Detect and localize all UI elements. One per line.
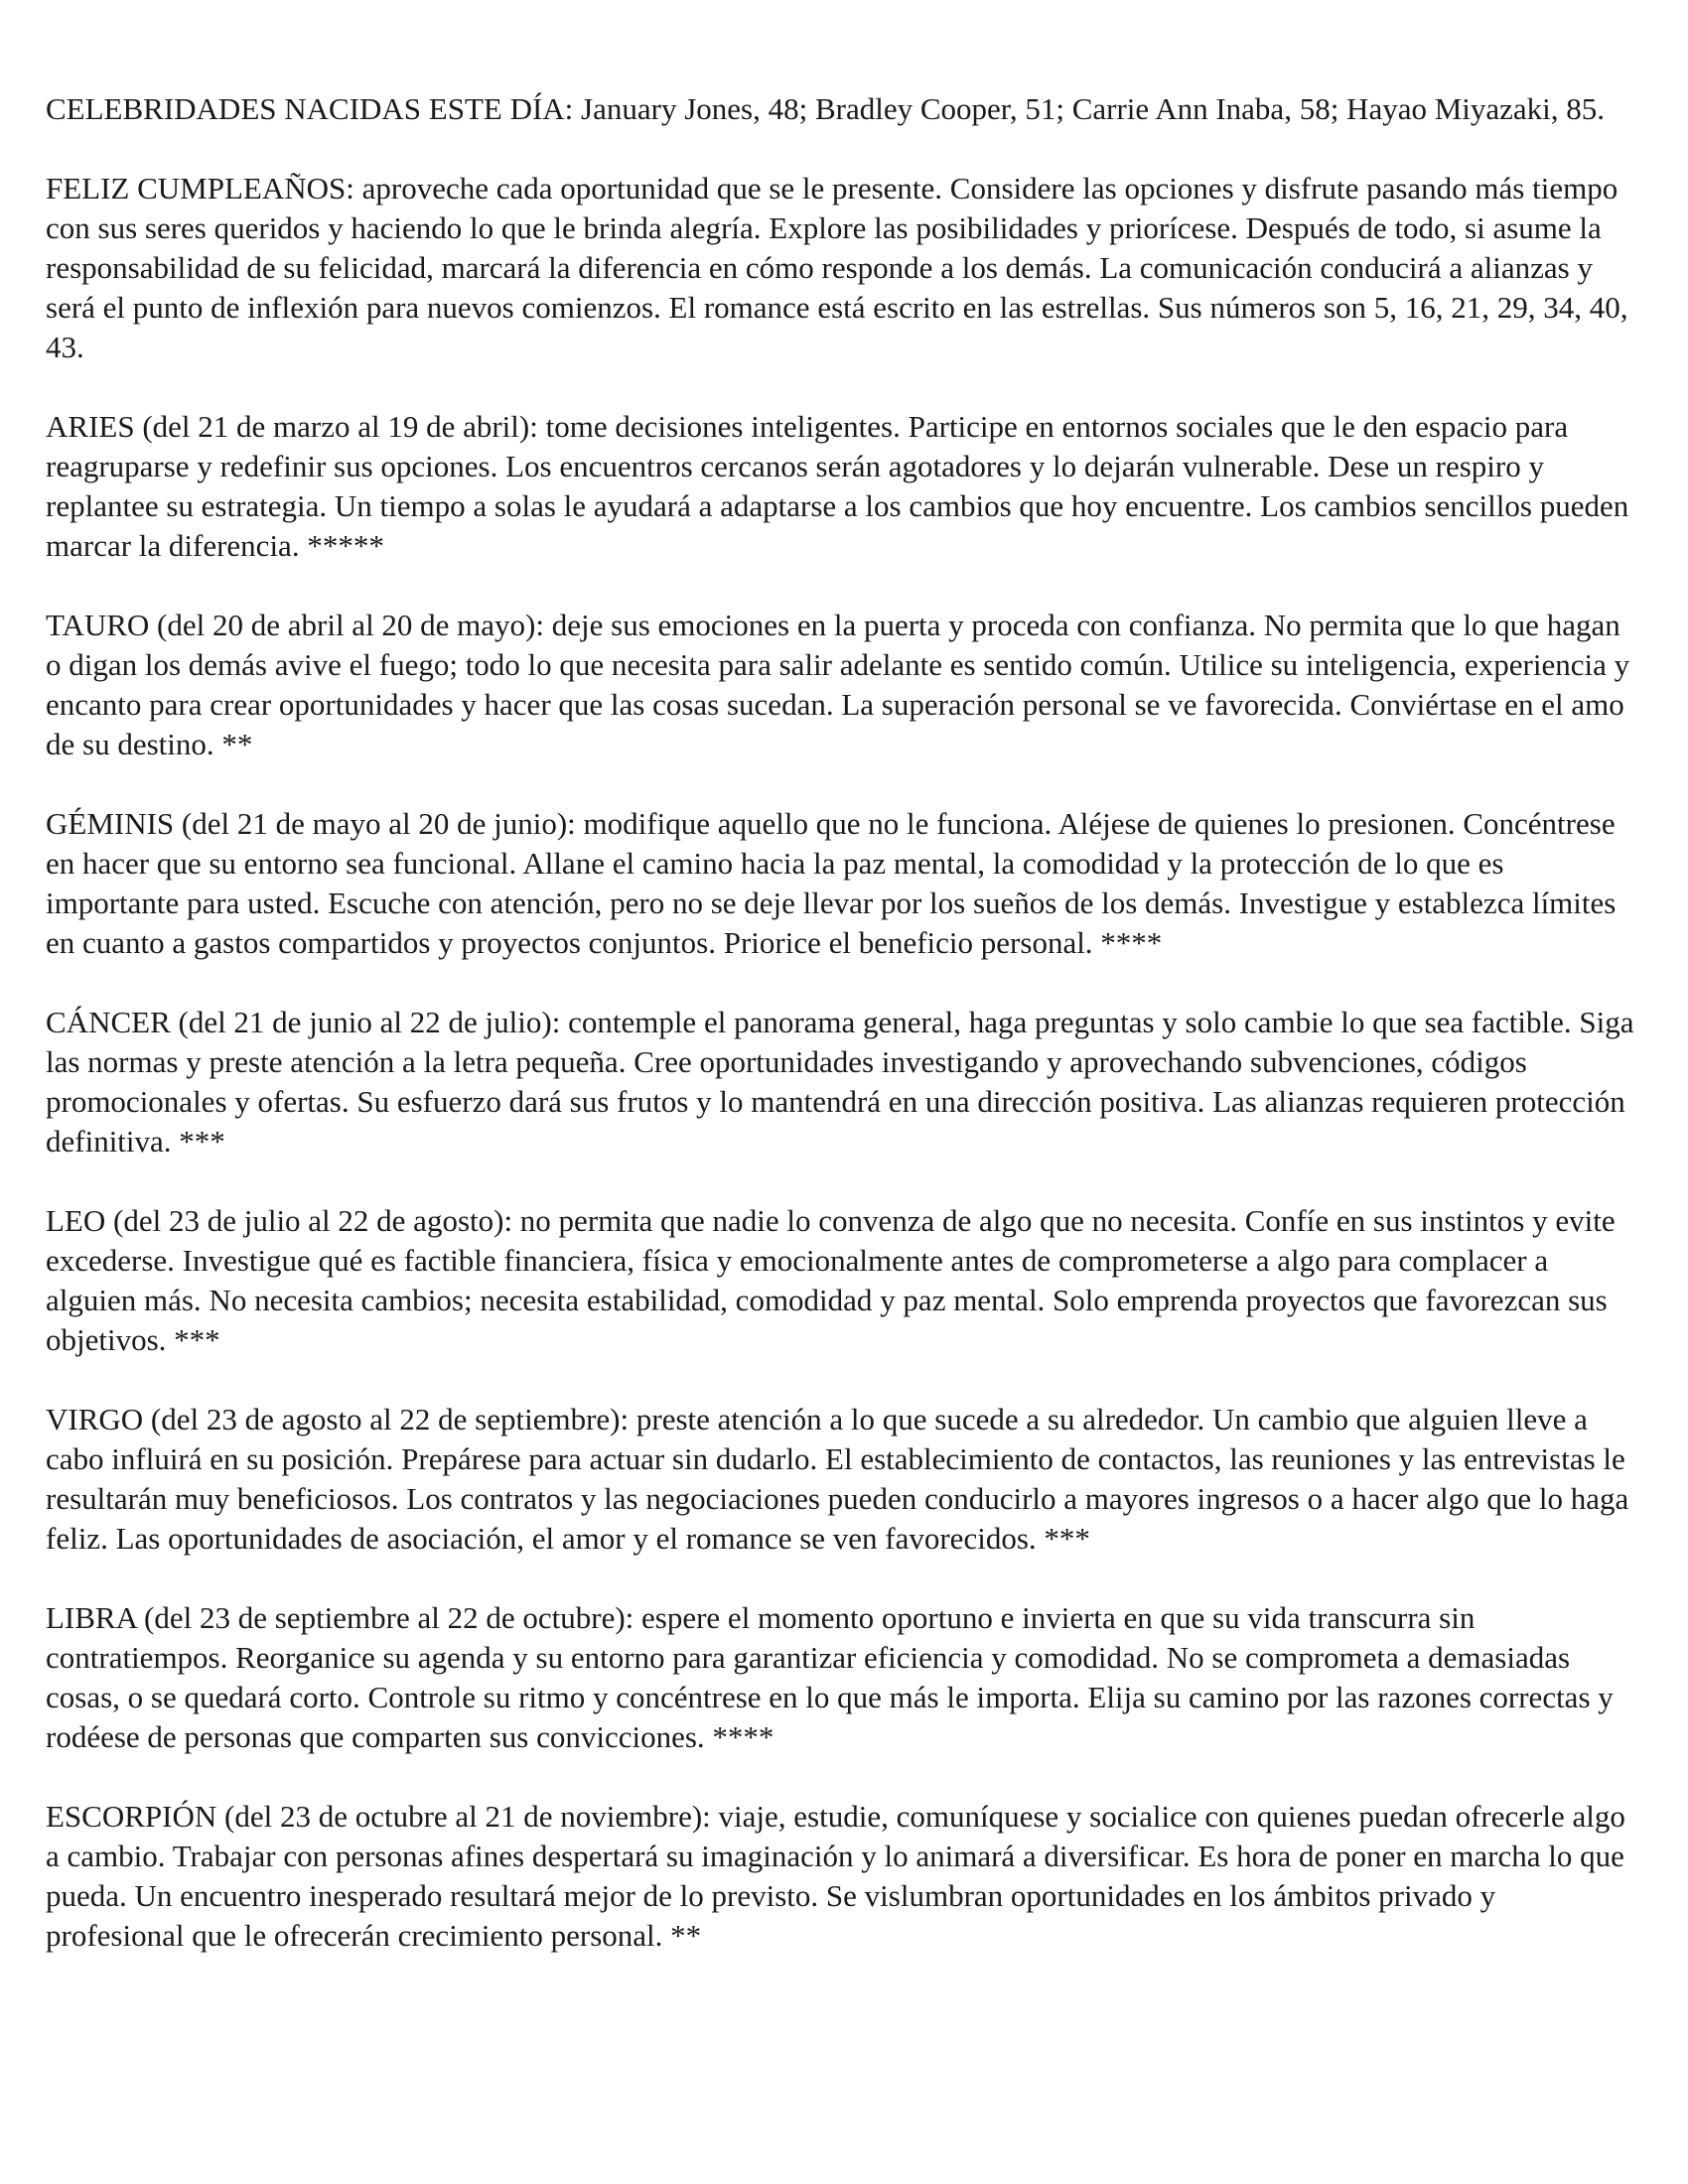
scorpio-paragraph: ESCORPIÓN (del 23 de octubre al 21 de noviembre): viaje, estudie, comuníquese y socialice con quienes puedan ofrecerle algo a cambio. Trabajar con personas afines despertará su imaginación y lo animará a diversificar. Es hora de poner en marcha lo que pueda. Un encuentro inesperado resultará mejor de lo previsto. Se vislumbran oportunidades en los ámbitos privado y profesional que le ofrecerán crecimiento personal. ** <box>46 1799 1625 1953</box>
celebrities-paragraph: CELEBRIDADES NACIDAS ESTE DÍA: January Jones, 48; Bradley Cooper, 51; Carrie Ann Inaba, 58; Hayao Miyazaki, 85. <box>46 91 1606 126</box>
libra-paragraph: LIBRA (del 23 de septiembre al 22 de octubre): espere el momento oportuno e invierta en que su vida transcurra sin contratiempos. Reorganice su agenda y su entorno para garantizar eficiencia y comodidad. No se comprometa a demasiadas cosas, o se quedará corto. Controle su ritmo y concéntrese en lo que más le importa. Elija su camino por las razones correctas y rodéese de personas que comparten sus convicciones. **** <box>46 1600 1614 1754</box>
cancer-paragraph: CÁNCER (del 21 de junio al 22 de julio): contemple el panorama general, haga preguntas y solo cambie lo que sea factible. Siga las normas y preste atención a la letra pequeña. Cree oportunidades investigando y aprovechando subvenciones, códigos promocionales y ofertas. Su esfuerzo dará sus frutos y lo mantendrá en una dirección positiva. Las alianzas requieren protección definitiva. *** <box>46 1005 1634 1159</box>
leo-paragraph: LEO (del 23 de julio al 22 de agosto): no permita que nadie lo convenza de algo que no necesita. Confíe en sus instintos y evite excederse. Investigue qué es factible financiera, física y emocionalmente antes de comprometerse a algo para complacer a alguien más. No necesita cambios; necesita estabilidad, comodidad y paz mental. Solo emprenda proyectos que favorezcan sus objetivos. *** <box>46 1203 1616 1357</box>
aries-paragraph: ARIES (del 21 de marzo al 19 de abril): tome decisiones inteligentes. Participe en entornos sociales que le den espacio para reagruparse y redefinir sus opciones. Los encuentros cercanos serán agotadores y lo dejarán vulnerable. Dese un respiro y replantee su estrategia. Un tiempo a solas le ayudará a adaptarse a los cambios que hoy encuentre. Los cambios sencillos pueden marcar la diferencia. ***** <box>46 409 1629 563</box>
gemini-paragraph: GÉMINIS (del 21 de mayo al 20 de junio): modifique aquello que no le funciona. Aléjese de quienes lo presionen. Concéntrese en hacer que su entorno sea funcional. Allane el camino hacia la paz mental, la comodidad y la protección de lo que es importante para usted. Escuche con atención, pero no se deje llevar por los sueños de los demás. Investigue y establezca límites en cuanto a gastos compartidos y proyectos conjuntos. Priorice el beneficio personal. **** <box>46 806 1617 960</box>
taurus-paragraph: TAURO (del 20 de abril al 20 de mayo): deje sus emociones en la puerta y proceda con confianza. No permita que lo que hagan o digan los demás avive el fuego; todo lo que necesita para salir adelante es sentido común. Utilice su inteligencia, experiencia y encanto para crear oportunidades y hacer que las cosas sucedan. La superación personal se ve favorecida. Conviértase en el amo de su destino. ** <box>46 608 1630 761</box>
virgo-paragraph: VIRGO (del 23 de agosto al 22 de septiembre): preste atención a lo que sucede a su alrededor. Un cambio que alguien lleve a cabo influirá en su posición. Prepárese para actuar sin dudarlo. El establecimiento de contactos, las reuniones y las entrevistas le resultarán muy beneficiosos. Los contratos y las negociaciones pueden conducirlo a mayores ingresos o a hacer algo que lo haga feliz. Las oportunidades de asociación, el amor y el romance se ven favorecidos. *** <box>46 1402 1629 1556</box>
birthday-paragraph: FELIZ CUMPLEAÑOS: aproveche cada oportunidad que se le presente. Considere las opciones y disfrute pasando más tiempo con sus seres queridos y haciendo lo que le brinda alegría. Explore las posibilidades y priorícese. Después de todo, si asume la responsabilidad de su felicidad, marcará la diferencia en cómo responde a los demás. La comunicación conducirá a alianzas y será el punto de inflexión para nuevos comienzos. El romance está escrito en las estrellas. Sus números son 5, 16, 21, 29, 34, 40, 43. <box>46 171 1628 364</box>
